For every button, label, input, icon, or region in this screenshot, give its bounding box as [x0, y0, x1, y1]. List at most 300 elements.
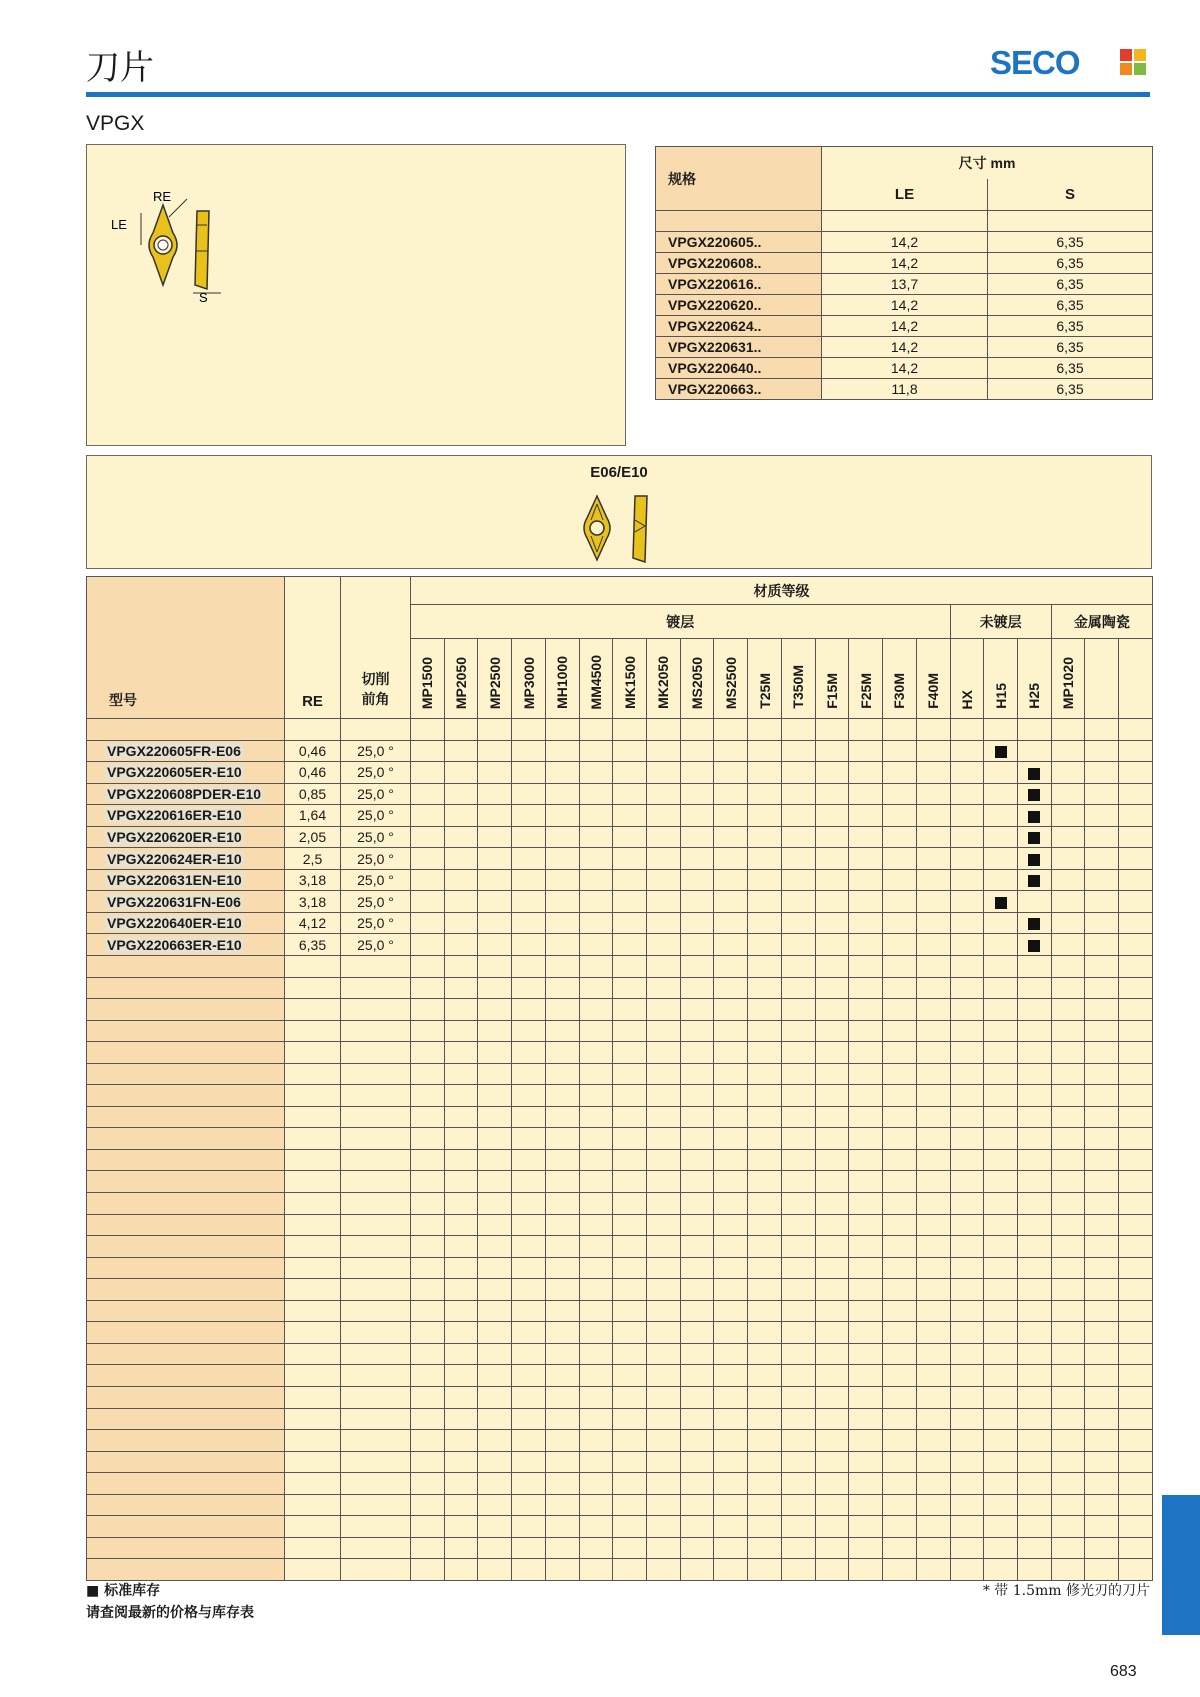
grade-cell — [444, 826, 478, 848]
grade-cell — [647, 783, 681, 805]
dim-code: VPGX220608.. — [656, 253, 822, 274]
grade-cell — [680, 762, 714, 784]
model-code: VPGX220631FN-E06 — [107, 893, 241, 910]
dim-le: 14,2 — [822, 316, 988, 337]
grade-cell — [1017, 934, 1051, 956]
grade-cell — [781, 740, 815, 762]
grade-cell — [1085, 912, 1119, 934]
grade-cell — [748, 740, 782, 762]
grade-cell — [545, 783, 579, 805]
grade-name: MP3000 — [520, 656, 537, 709]
grade-cell — [613, 891, 647, 913]
grade-cell — [545, 912, 579, 934]
re-value: 3,18 — [285, 869, 341, 891]
col-re: RE — [285, 577, 341, 719]
grade-cell — [613, 783, 647, 805]
grade-header — [647, 639, 681, 719]
grade-cell — [1051, 869, 1085, 891]
title-rule — [86, 92, 1150, 97]
grade-cell — [1119, 934, 1153, 956]
dim-le: 14,2 — [822, 337, 988, 358]
model-code: VPGX220620ER-E10 — [107, 829, 242, 845]
grade-cell — [478, 740, 512, 762]
col-spec: 规格 — [656, 147, 822, 211]
model-code: VPGX220605FR-E06 — [107, 742, 241, 759]
col-le: LE — [822, 179, 988, 211]
grade-cell — [1119, 891, 1153, 913]
grade-cell — [1085, 891, 1119, 913]
grade-cell — [613, 762, 647, 784]
grade-cell — [411, 762, 445, 784]
grade-cell — [781, 762, 815, 784]
grade-cell — [916, 826, 950, 848]
rake-angle-value: 25,0 ° — [341, 783, 411, 805]
grade-cell — [1051, 891, 1085, 913]
label-le: LE — [111, 217, 127, 232]
dim-row — [656, 358, 1153, 379]
grade-cell — [1051, 762, 1085, 784]
dim-s: 6,35 — [988, 337, 1153, 358]
grade-cell — [1085, 934, 1119, 956]
table-row-empty — [87, 1386, 1153, 1408]
grade-cell — [1085, 869, 1119, 891]
grade-cell — [883, 826, 917, 848]
grade-cell — [579, 912, 613, 934]
stock-mark-icon — [1028, 918, 1040, 930]
grade-cell — [714, 869, 748, 891]
grade-cell — [512, 805, 546, 827]
model-code: VPGX220663ER-E10 — [107, 936, 242, 953]
grade-cell — [444, 934, 478, 956]
dim-code: VPGX220631.. — [656, 337, 822, 358]
grade-cell — [950, 912, 984, 934]
dim-row — [656, 253, 1153, 274]
table-row-empty — [87, 999, 1153, 1021]
stock-mark-icon: ■ — [86, 1583, 100, 1599]
re-value: 3,18 — [285, 891, 341, 913]
grade-cell — [883, 912, 917, 934]
table-row-empty — [87, 1559, 1153, 1581]
grade-cell — [714, 740, 748, 762]
grade-cell — [411, 912, 445, 934]
model-code: VPGX220624ER-E10 — [107, 850, 242, 867]
dim-s: 6,35 — [988, 379, 1153, 400]
re-value: 1,64 — [285, 805, 341, 827]
stock-mark-icon — [1028, 854, 1040, 866]
grade-cell — [478, 805, 512, 827]
grade-cell — [545, 934, 579, 956]
re-value: 0,85 — [285, 783, 341, 805]
table-row — [87, 805, 1153, 827]
grade-cell — [579, 869, 613, 891]
grade-cell — [411, 934, 445, 956]
insert-top-view — [141, 199, 187, 285]
grade-cell — [444, 762, 478, 784]
grade-cell — [748, 826, 782, 848]
table-row-empty — [87, 956, 1153, 978]
grade-cell — [478, 762, 512, 784]
grade-header — [512, 639, 546, 719]
grade-cell — [680, 848, 714, 870]
grade-name: MK1500 — [621, 656, 638, 709]
grade-cell — [714, 848, 748, 870]
dim-row — [656, 232, 1153, 253]
brand-text: SECO — [990, 44, 1080, 80]
stock-mark-icon — [1028, 832, 1040, 844]
dim-le: 14,2 — [822, 253, 988, 274]
dim-code: VPGX220624.. — [656, 316, 822, 337]
grade-cell — [545, 869, 579, 891]
grade-cell — [1051, 912, 1085, 934]
re-value: 0,46 — [285, 762, 341, 784]
grade-cell — [781, 934, 815, 956]
grade-cell — [680, 869, 714, 891]
table-row-empty — [87, 977, 1153, 999]
grade-cell — [781, 805, 815, 827]
grade-header — [781, 639, 815, 719]
grade-cell — [1051, 740, 1085, 762]
grade-header — [613, 639, 647, 719]
legend — [86, 1580, 254, 1624]
grade-cell — [1051, 805, 1085, 827]
grade-cell — [545, 740, 579, 762]
label-re: RE — [153, 189, 172, 204]
table-row-empty — [87, 1063, 1153, 1085]
grade-cell — [512, 869, 546, 891]
re-value: 0,46 — [285, 740, 341, 762]
grade-cell — [815, 762, 849, 784]
grade-cell — [680, 783, 714, 805]
rake-angle-value: 25,0 ° — [341, 891, 411, 913]
table-row-empty — [87, 1365, 1153, 1387]
grade-cell — [1119, 869, 1153, 891]
grade-name: T350M — [790, 665, 807, 709]
grade-cell — [1119, 740, 1153, 762]
rake-angle-value: 25,0 ° — [341, 912, 411, 934]
grade-cell — [613, 912, 647, 934]
insert-side-view — [193, 211, 221, 293]
grade-cell — [444, 740, 478, 762]
grade-cell — [1085, 805, 1119, 827]
grade-cell — [444, 869, 478, 891]
grade-cell — [950, 762, 984, 784]
insert-drawing — [87, 145, 627, 447]
insert-drawing-panel — [86, 144, 626, 446]
grade-cell — [815, 912, 849, 934]
grade-cell — [1085, 740, 1119, 762]
grade-cell — [411, 740, 445, 762]
grade-cell — [984, 848, 1018, 870]
grade-cell — [1085, 848, 1119, 870]
col-rake-angle: 切削 前角 — [341, 577, 411, 719]
grade-cell — [579, 826, 613, 848]
grade-cell — [1119, 762, 1153, 784]
grade-header — [916, 639, 950, 719]
grade-cell — [748, 912, 782, 934]
grade-cell — [916, 740, 950, 762]
rake-angle-value: 25,0 ° — [341, 805, 411, 827]
grade-cell — [883, 869, 917, 891]
dim-code: VPGX220620.. — [656, 295, 822, 316]
grade-cell — [444, 805, 478, 827]
dim-s: 6,35 — [988, 274, 1153, 295]
legend-text: 标准库存 — [104, 1583, 161, 1599]
rake-angle-value: 25,0 ° — [341, 740, 411, 762]
re-value: 4,12 — [285, 912, 341, 934]
dim-s: 6,35 — [988, 253, 1153, 274]
model-cell — [87, 891, 285, 913]
grade-name: T25M — [756, 673, 773, 709]
model-cell — [87, 783, 285, 805]
grade-cell — [984, 762, 1018, 784]
grade-cell — [714, 934, 748, 956]
grade-cell — [950, 805, 984, 827]
grade-cell — [512, 891, 546, 913]
grade-cell — [444, 891, 478, 913]
grade-cell — [411, 826, 445, 848]
grade-cell — [680, 826, 714, 848]
grade-cell — [781, 912, 815, 934]
grade-cell — [916, 934, 950, 956]
grade-cell — [748, 848, 782, 870]
grade-cell — [984, 805, 1018, 827]
dim-code: VPGX220640.. — [656, 358, 822, 379]
table-row-empty — [87, 1042, 1153, 1064]
table-row-empty — [87, 1279, 1153, 1301]
table-row-empty — [87, 1430, 1153, 1452]
grade-cell — [849, 912, 883, 934]
grade-cell — [613, 869, 647, 891]
grade-cell — [579, 762, 613, 784]
grade-name: F15M — [823, 673, 840, 709]
model-cell — [87, 934, 285, 956]
stock-mark-icon — [995, 746, 1007, 758]
table-row-empty — [87, 1322, 1153, 1344]
col-model: 型号 — [87, 577, 285, 719]
group-uncoated: 未镀层 — [950, 605, 1051, 639]
grade-cell — [647, 891, 681, 913]
dim-s: 6,35 — [988, 232, 1153, 253]
table-row-empty — [87, 1451, 1153, 1473]
grade-cell — [984, 891, 1018, 913]
table-row — [87, 934, 1153, 956]
grade-name: MS2050 — [689, 656, 706, 709]
table-row-empty — [87, 1020, 1153, 1042]
wiper-note: * 带 1.5mm 修光刃的刀片 — [982, 1583, 1150, 1599]
grade-cell — [647, 848, 681, 870]
grade-cell — [545, 891, 579, 913]
table-row-empty — [87, 1516, 1153, 1538]
grade-cell — [478, 912, 512, 934]
grade-cell — [950, 869, 984, 891]
grade-name: MH1000 — [554, 656, 571, 709]
grade-cell — [478, 826, 512, 848]
grade-cell — [512, 783, 546, 805]
dimensions-table — [655, 146, 1153, 400]
grade-cell — [883, 934, 917, 956]
dim-le: 14,2 — [822, 358, 988, 379]
table-row-empty — [87, 1171, 1153, 1193]
grade-cell — [1085, 783, 1119, 805]
dim-row — [656, 379, 1153, 400]
rake-angle-value: 25,0 ° — [341, 934, 411, 956]
table-row — [87, 762, 1153, 784]
model-cell — [87, 805, 285, 827]
model-cell — [87, 826, 285, 848]
grade-name: MP1020 — [1060, 656, 1077, 709]
grade-cell — [680, 805, 714, 827]
stock-mark-icon — [995, 897, 1007, 909]
grade-name: HX — [958, 689, 975, 709]
grade-cell — [916, 805, 950, 827]
grade-cell — [478, 848, 512, 870]
geometry-panel — [86, 455, 1152, 569]
grade-cell — [1017, 826, 1051, 848]
table-row-empty — [87, 1236, 1153, 1258]
grade-cell — [613, 848, 647, 870]
side-tab — [1162, 1495, 1200, 1635]
model-code: VPGX220640ER-E10 — [107, 915, 242, 932]
grade-cell — [1017, 891, 1051, 913]
grade-cell — [950, 848, 984, 870]
grade-cell — [579, 740, 613, 762]
grade-cell — [748, 805, 782, 827]
grade-cell — [512, 912, 546, 934]
grade-cell — [815, 826, 849, 848]
table-row-empty — [87, 1257, 1153, 1279]
dim-s: 6,35 — [988, 295, 1153, 316]
grade-cell — [950, 783, 984, 805]
grade-cell — [916, 912, 950, 934]
grade-cell — [984, 934, 1018, 956]
table-row — [87, 869, 1153, 891]
grade-cell — [1119, 805, 1153, 827]
grade-cell — [950, 740, 984, 762]
grade-header — [950, 639, 984, 719]
grade-cell — [815, 740, 849, 762]
grade-cell — [478, 891, 512, 913]
grade-name: MK2050 — [655, 656, 672, 709]
grade-cell — [781, 826, 815, 848]
grade-header — [1085, 639, 1119, 719]
grade-cell — [781, 891, 815, 913]
table-row-empty — [87, 1537, 1153, 1559]
price-note: 请查阅最新的价格与库存表 — [86, 1605, 254, 1621]
dim-row — [656, 274, 1153, 295]
table-row-empty — [87, 1408, 1153, 1430]
grade-name: F30M — [891, 673, 908, 709]
model-code: VPGX220608PDER-E10 — [107, 785, 262, 802]
grade-cell — [849, 848, 883, 870]
grade-cell — [849, 740, 883, 762]
label-s: S — [199, 290, 208, 305]
grade-cell — [849, 762, 883, 784]
grade-cell — [849, 805, 883, 827]
grade-name: MS2500 — [722, 656, 739, 709]
grade-cell — [883, 762, 917, 784]
grade-cell — [613, 740, 647, 762]
grade-header — [1051, 639, 1085, 719]
grade-cell — [916, 783, 950, 805]
grade-cell — [781, 869, 815, 891]
group-cermet: 金属陶瓷 — [1051, 605, 1152, 639]
grade-cell — [1085, 826, 1119, 848]
grade-cell — [984, 912, 1018, 934]
rake-angle-value: 25,0 ° — [341, 826, 411, 848]
grade-header — [680, 639, 714, 719]
grade-header — [545, 639, 579, 719]
table-row-empty — [87, 719, 1153, 741]
table-row-empty — [87, 1473, 1153, 1495]
table-row-empty — [87, 1214, 1153, 1236]
grade-cell — [444, 783, 478, 805]
grade-cell — [1051, 826, 1085, 848]
grade-cell — [444, 912, 478, 934]
grade-cell — [1051, 848, 1085, 870]
grade-cell — [714, 805, 748, 827]
grade-cell — [680, 934, 714, 956]
dim-le: 14,2 — [822, 295, 988, 316]
table-row-empty — [87, 1149, 1153, 1171]
table-row-empty — [87, 1106, 1153, 1128]
grade-cell — [714, 783, 748, 805]
table-row — [87, 826, 1153, 848]
grade-header — [815, 639, 849, 719]
grade-cell — [815, 891, 849, 913]
stock-mark-icon — [1028, 875, 1040, 887]
grade-cell — [883, 740, 917, 762]
model-code: VPGX220631EN-E10 — [107, 872, 242, 889]
grade-cell — [613, 826, 647, 848]
grade-cell — [613, 805, 647, 827]
grade-cell — [984, 783, 1018, 805]
grade-header — [478, 639, 512, 719]
product-code: VPGX — [86, 112, 145, 135]
grade-header — [444, 639, 478, 719]
grade-header — [748, 639, 782, 719]
grade-header — [1119, 639, 1153, 719]
grade-cell — [1017, 869, 1051, 891]
geometry-drawing — [577, 494, 677, 566]
grade-cell — [579, 934, 613, 956]
grade-cell — [781, 848, 815, 870]
grade-cell — [1085, 762, 1119, 784]
re-value: 2,5 — [285, 848, 341, 870]
geometry-label: E06/E10 — [590, 464, 648, 481]
grade-cell — [411, 783, 445, 805]
grade-cell — [916, 848, 950, 870]
grade-cell — [748, 762, 782, 784]
grade-cell — [411, 869, 445, 891]
page-number: 683 — [1110, 1663, 1137, 1680]
model-code: VPGX220616ER-E10 — [107, 807, 242, 824]
grade-cell — [411, 805, 445, 827]
grade-cell — [647, 912, 681, 934]
grade-cell — [579, 805, 613, 827]
col-group-dim: 尺寸 mm — [822, 147, 1153, 179]
table-row — [87, 912, 1153, 934]
grade-cell — [714, 891, 748, 913]
grade-cell — [815, 783, 849, 805]
stock-mark-icon — [1028, 768, 1040, 780]
stock-mark-icon — [1028, 789, 1040, 801]
grade-cell — [984, 869, 1018, 891]
grade-cell — [512, 934, 546, 956]
grade-cell — [950, 934, 984, 956]
grade-cell — [916, 891, 950, 913]
re-value: 6,35 — [285, 934, 341, 956]
grade-cell — [579, 783, 613, 805]
